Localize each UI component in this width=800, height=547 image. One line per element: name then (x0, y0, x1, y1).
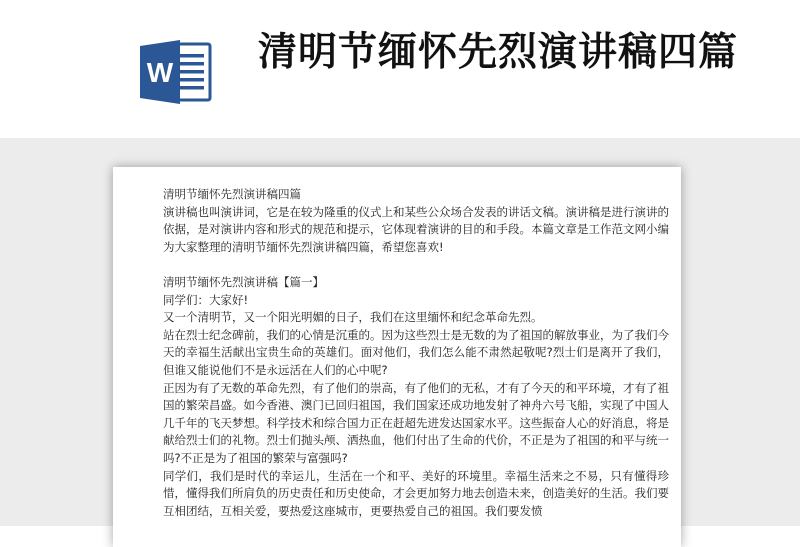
doc-paragraph: 站在烈士纪念碑前，我们的心情是沉重的。因为这些烈士是无数的为了祖国的解放事业，为了我们今天的幸福生活献出宝贵生命的英雄们。面对他们，我们怎么能不肃然起敬呢?烈士们是离开了我们，但谁又能说他们不是永远活在人们的心中呢? (163, 327, 669, 377)
doc-heading: 清明节缅怀先烈演讲稿四篇 (163, 187, 301, 201)
blank-line (163, 256, 669, 274)
doc-paragraph: 演讲稿也叫演讲词，它是在较为隆重的仪式上和某些公众场合发表的讲话文稿。演讲稿是进行演讲的依据，是对演讲内容和形式的规范和提示，它体现着演讲的目的和手段。本篇文章是工作范文网小编为大家整理的清明节缅怀先烈演讲稿四篇，希望您喜欢! (163, 204, 669, 254)
doc-paragraph: 正因为有了无数的革命先烈，有了他们的崇高，有了他们的无私，才有了今天的和平环境，才有了祖国的繁荣昌盛。如今香港、澳门已回归祖国，我们国家还成功地发射了神舟六号飞船，实现了中国人几千年的飞天梦想。科学技术和综合国力正在赶超先进发达国家水平。这些振奋人心的好消息，将是献给烈士们的礼物。烈士们抛头颅、洒热血，他们付出了生命的代价，不正是为了祖国的和平与统一吗?不正是为了祖国的繁荣与富强吗? (163, 380, 669, 465)
header-banner (0, 0, 800, 138)
doc-paragraph: 又一个清明节，又一个阳光明媚的日子，我们在这里缅怀和纪念革命先烈。 (163, 310, 543, 325)
page-title: 清明节缅怀先烈演讲稿四篇 (258, 30, 739, 75)
word-document-icon (140, 40, 212, 104)
document-body (163, 186, 669, 520)
doc-paragraph: 同学们，我们是时代的幸运儿，生活在一个和平、美好的环境里。幸福生活来之不易，只有懂得珍惜，懂得我们所肩负的历史责任和历史使命，才会更加努力地去创造未来，创造美好的生活。我们要互相团结，互相关爱，要热爱这座城市，更要热爱自己的祖国。我们要发愤 (163, 468, 669, 518)
word-logo-letter: W (146, 57, 174, 88)
section-heading: 清明节缅怀先烈演讲稿【篇一】 (163, 274, 324, 289)
doc-paragraph: 同学们：大家好! (163, 292, 249, 307)
